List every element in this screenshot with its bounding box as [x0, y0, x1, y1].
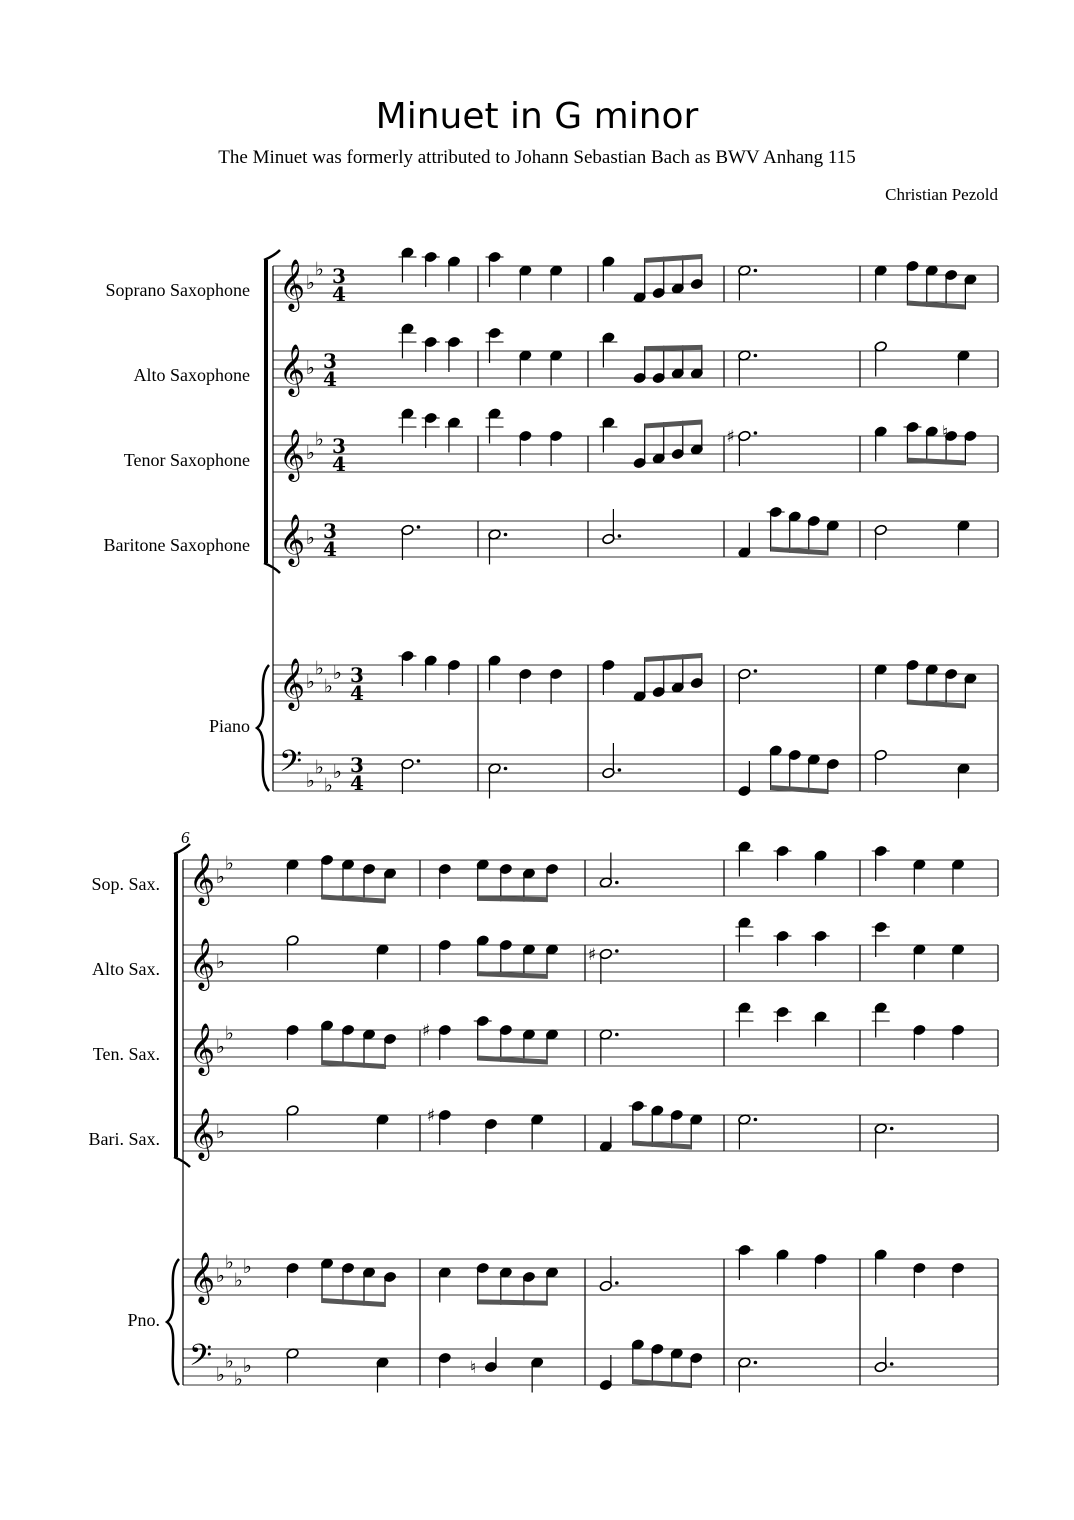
augmentation-dot — [890, 1362, 894, 1366]
treble-clef: 𝄞 — [189, 853, 216, 904]
treble-clef: 𝄞 — [189, 1108, 216, 1159]
instrument-label-alto-short: Alto Sax. — [91, 959, 160, 979]
flat-sign: ♭ — [225, 1251, 234, 1274]
beam — [633, 1379, 691, 1388]
treble-clef: 𝄞 — [189, 938, 216, 989]
time-signature-numerator: 3 — [350, 663, 364, 687]
time-signature-denominator: 4 — [332, 282, 346, 306]
flat-sign: ♭ — [306, 272, 315, 294]
instrument-label-soprano: Soprano Saxophone — [105, 280, 250, 300]
treble-clef: 𝄞 — [279, 429, 306, 480]
flat-sign: ♭ — [324, 774, 333, 797]
beam — [478, 896, 547, 902]
bass-clef: 𝄢 — [189, 1339, 213, 1380]
score-title: Minuet in G minor — [375, 96, 699, 137]
time-signature-denominator: 4 — [323, 537, 337, 561]
augmentation-dot — [504, 533, 508, 537]
accidental: ♯ — [726, 427, 735, 447]
augmentation-dot — [417, 525, 421, 529]
piano-brace — [167, 1259, 179, 1385]
beam — [771, 785, 828, 794]
system-bracket — [264, 260, 268, 563]
accidental: ♯ — [587, 945, 597, 965]
beam — [645, 345, 702, 351]
system-bracket — [174, 854, 178, 1157]
time-signature-numerator: 3 — [323, 349, 337, 373]
beam — [322, 1060, 385, 1069]
flat-sign: ♭ — [225, 852, 234, 875]
time-signature-denominator: 4 — [350, 681, 364, 705]
treble-clef: 𝄞 — [279, 514, 306, 565]
instrument-label-alto: Alto Saxophone — [133, 365, 250, 385]
augmentation-dot — [618, 768, 622, 772]
flat-sign: ♭ — [243, 1256, 252, 1278]
flat-sign: ♭ — [216, 1265, 225, 1287]
time-signature-denominator: 4 — [350, 771, 364, 795]
time-signature-denominator: 4 — [323, 367, 337, 391]
beam — [645, 419, 702, 428]
instrument-label-baritone: Baritone Saxophone — [103, 535, 250, 555]
flat-sign: ♭ — [315, 756, 324, 779]
piano-brace — [257, 665, 269, 791]
flat-sign: ♭ — [315, 657, 324, 680]
augmentation-dot — [615, 1033, 619, 1037]
bracket-hook — [264, 250, 280, 260]
bracket-hook — [174, 1157, 190, 1167]
flat-sign: ♭ — [216, 1036, 225, 1058]
instrument-label-tenor-short: Ten. Sax. — [92, 1044, 160, 1064]
system-1 — [257, 247, 998, 799]
augmentation-dot — [754, 1361, 758, 1365]
treble-clef: 𝄞 — [279, 658, 306, 709]
flat-sign: ♭ — [234, 1269, 243, 1292]
flat-sign: ♭ — [333, 761, 342, 783]
time-signature-denominator: 4 — [332, 452, 346, 476]
treble-clef: 𝄞 — [279, 344, 306, 395]
beam — [645, 254, 702, 263]
score-subtitle: The Minuet was formerly attributed to Johann Sebastian Bach as BWV Anhang 115 — [218, 147, 856, 168]
treble-clef: 𝄞 — [279, 259, 306, 310]
flat-sign: ♭ — [324, 675, 333, 698]
beam — [645, 653, 702, 662]
flat-sign: ♭ — [225, 1022, 234, 1045]
beam — [322, 1298, 385, 1307]
flat-sign: ♭ — [216, 1364, 225, 1386]
augmentation-dot — [615, 1281, 619, 1285]
measure-number: 6 — [181, 828, 190, 847]
accidental: ♮ — [942, 422, 949, 443]
augmentation-dot — [890, 1127, 894, 1131]
time-signature-numerator: 3 — [332, 264, 346, 288]
time-signature-numerator: 3 — [332, 434, 346, 458]
instrument-label-piano: Piano — [208, 716, 250, 736]
flat-sign: ♭ — [333, 662, 342, 684]
augmentation-dot — [417, 759, 421, 763]
flat-sign: ♭ — [216, 866, 225, 888]
bass-clef: 𝄢 — [279, 745, 303, 786]
instrument-label-soprano-short: Sop. Sax. — [91, 874, 160, 894]
treble-clef: 𝄞 — [189, 1023, 216, 1074]
augmentation-dot — [615, 949, 619, 953]
flat-sign: ♭ — [315, 428, 324, 451]
augmentation-dot — [754, 1118, 758, 1122]
instrument-label-piano-short: Pno. — [127, 1310, 160, 1330]
flat-sign: ♭ — [306, 527, 315, 549]
beam — [907, 458, 965, 466]
beam — [478, 1299, 547, 1305]
instrument-label-baritone-short: Bari. Sax. — [88, 1129, 160, 1149]
flat-sign: ♭ — [306, 671, 315, 693]
flat-sign: ♭ — [243, 1355, 252, 1377]
time-signature-numerator: 3 — [323, 519, 337, 543]
augmentation-dot — [754, 669, 758, 673]
instrument-label-tenor: Tenor Saxophone — [123, 450, 250, 470]
augmentation-dot — [618, 534, 622, 538]
flat-sign: ♭ — [306, 357, 315, 379]
bracket-hook — [174, 844, 190, 854]
flat-sign: ♭ — [306, 770, 315, 792]
bracket-hook — [264, 563, 280, 573]
flat-sign: ♭ — [216, 1121, 225, 1143]
augmentation-dot — [754, 354, 758, 358]
augmentation-dot — [754, 269, 758, 273]
augmentation-dot — [754, 431, 758, 435]
treble-clef: 𝄞 — [189, 1252, 216, 1303]
flat-sign: ♭ — [234, 1368, 243, 1391]
flat-sign: ♭ — [306, 442, 315, 464]
accidental: ♮ — [470, 1358, 477, 1378]
system-2 — [167, 841, 998, 1393]
flat-sign: ♭ — [315, 258, 324, 281]
flat-sign: ♭ — [225, 1350, 234, 1373]
accidental: ♯ — [422, 1021, 431, 1041]
augmentation-dot — [615, 881, 619, 885]
accidental: ♯ — [426, 1106, 435, 1126]
augmentation-dot — [504, 767, 508, 771]
time-signature-numerator: 3 — [350, 753, 364, 777]
composer-name: Christian Pezold — [885, 185, 998, 204]
flat-sign: ♭ — [216, 951, 225, 973]
